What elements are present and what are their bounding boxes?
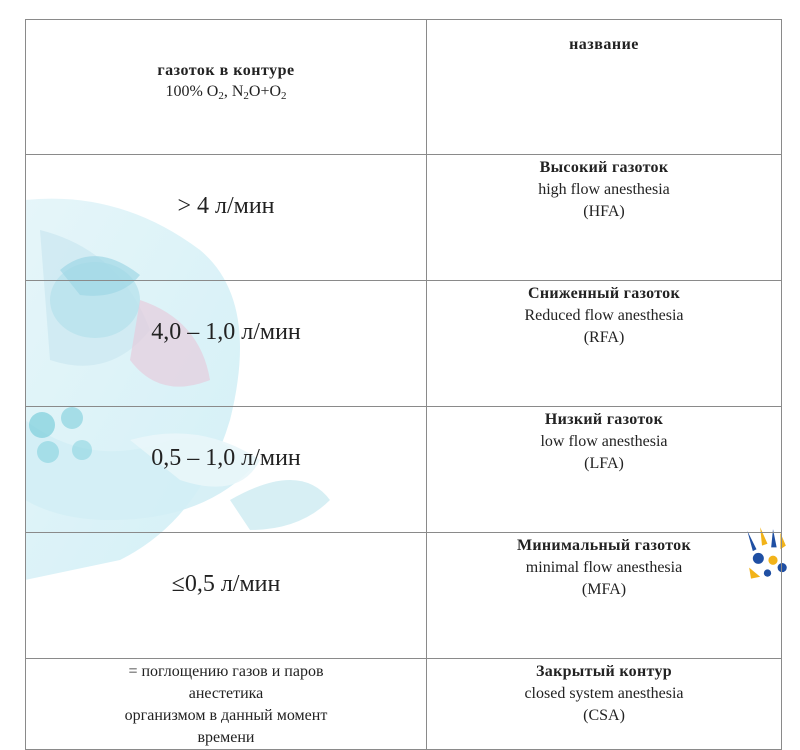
- mode-name-en: closed system anesthesia: [524, 685, 684, 702]
- name-cell: [427, 659, 782, 750]
- header-flow-title: газоток в контуре: [157, 62, 295, 79]
- header-flow-gases: [26, 81, 426, 107]
- table-row: [26, 533, 782, 659]
- gas-sub: 2: [243, 90, 249, 102]
- header-name-cell: название: [427, 20, 782, 155]
- mode-name-ru: Минимальный газоток: [516, 537, 691, 554]
- flow-line: времени: [197, 729, 255, 746]
- mode-name-en: low flow anesthesia: [540, 433, 668, 450]
- table-row: [26, 659, 782, 750]
- header-flow-cell: [26, 20, 427, 155]
- name-cell: [427, 155, 782, 281]
- flow-cell: > 4 л/мин: [26, 155, 427, 281]
- flow-cell: ≤0,5 л/мин: [26, 533, 427, 659]
- gas-text: 100% O: [165, 83, 219, 100]
- mode-name-ru: Закрытый контур: [536, 663, 672, 680]
- table-header-row: [26, 20, 782, 155]
- mode-abbr: (CSA): [583, 707, 625, 724]
- mode-name-en: minimal flow anesthesia: [525, 559, 683, 576]
- flow-cell: 0,5 – 1,0 л/мин: [26, 407, 427, 533]
- flow-line: организмом в данный момент: [124, 707, 328, 724]
- gas-sub: 2: [218, 90, 224, 102]
- mode-abbr: (MFA): [581, 581, 627, 598]
- anesthesia-flow-table: [25, 19, 782, 750]
- name-cell: [427, 533, 782, 659]
- mode-name-en: Reduced flow anesthesia: [524, 307, 684, 324]
- mode-name-ru: Высокий газоток: [539, 159, 669, 176]
- flow-line: = поглощению газов и паров: [128, 663, 324, 680]
- gas-text: , N: [223, 83, 244, 100]
- name-cell: [427, 281, 782, 407]
- gas-text: O+O: [248, 83, 282, 100]
- table-row: [26, 281, 782, 407]
- mode-name-ru: Сниженный газоток: [528, 285, 680, 302]
- mode-abbr: (LFA): [584, 455, 624, 472]
- mode-abbr: (RFA): [583, 329, 625, 346]
- table-row: [26, 407, 782, 533]
- mode-name-ru: Низкий газоток: [544, 411, 664, 428]
- table-row: [26, 155, 782, 281]
- flow-cell: 4,0 – 1,0 л/мин: [26, 281, 427, 407]
- gas-sub: 2: [281, 90, 287, 102]
- mode-abbr: (HFA): [583, 203, 625, 220]
- name-cell: [427, 407, 782, 533]
- flow-cell: [26, 659, 427, 750]
- flow-line: анестетика: [188, 685, 264, 702]
- mode-name-en: high flow anesthesia: [538, 181, 670, 198]
